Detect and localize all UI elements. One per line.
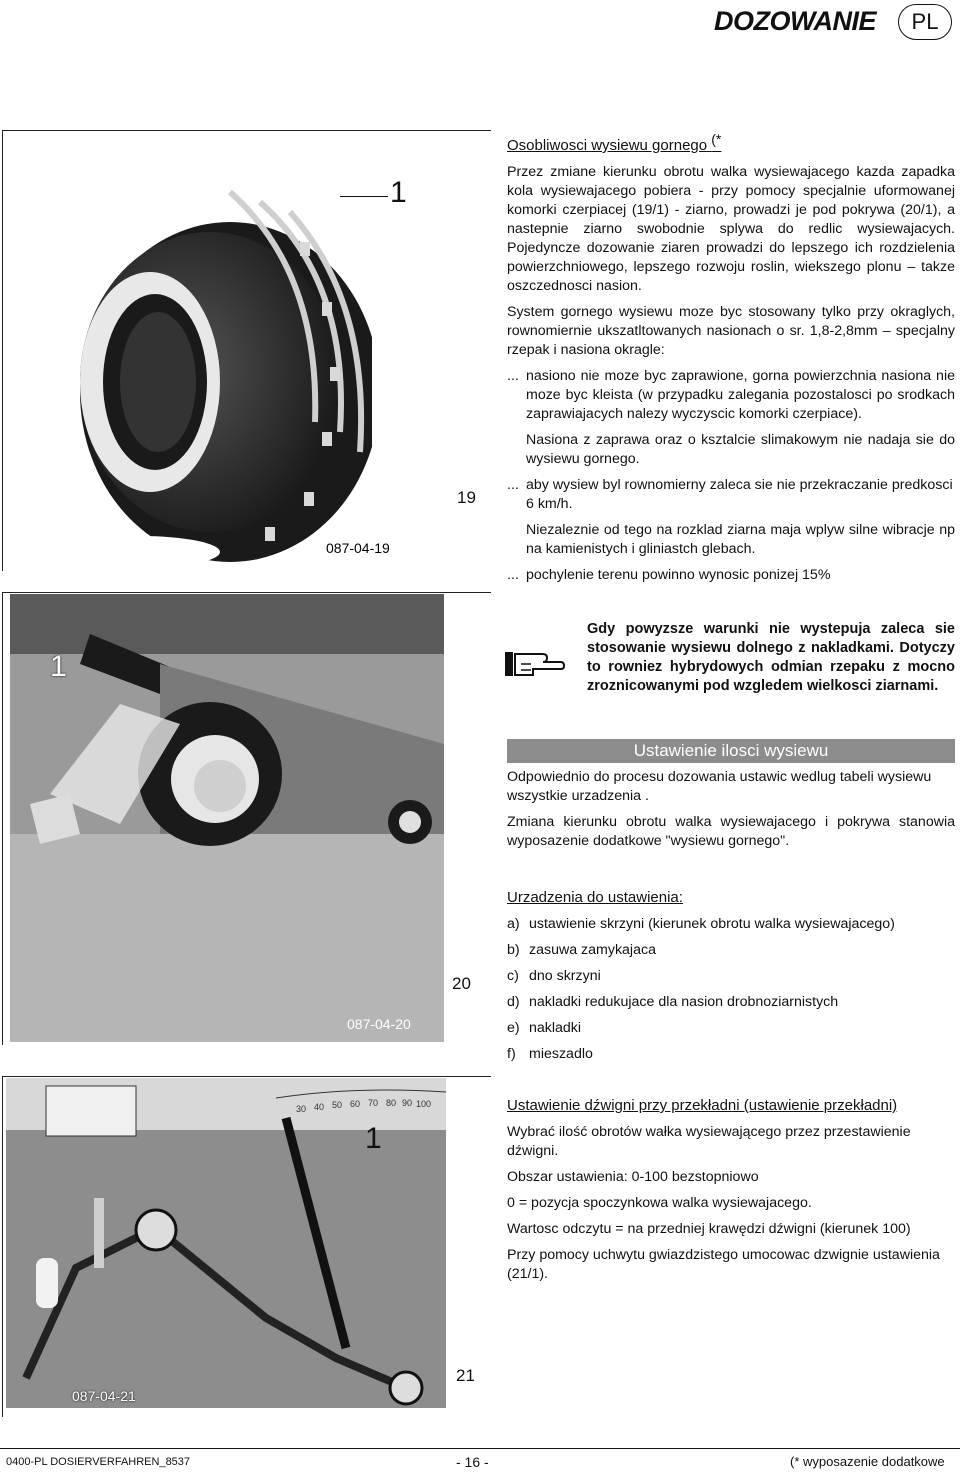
paragraph: Obszar ustawienia: 0-100 bezstopniowo [507, 1169, 759, 1185]
scale-tick: 90 [402, 1098, 413, 1108]
paragraph: 0 = pozycja spoczynkowa walka wysiewajacego. [507, 1195, 812, 1211]
list-item-key: a) [507, 916, 520, 932]
figure-20-number: 20 [452, 974, 471, 993]
bullet-text: aby wysiew byl rownomierny zaleca sie nie przekraczanie predkosci 6 km/h. [526, 477, 953, 512]
figure-20-callout: 1 [50, 650, 67, 683]
page-header-title: DOZOWANIE [714, 6, 876, 36]
bullet-subtext: Niezaleznie od tego na rozklad ziarna maja wplyw silne wibracje np na kamienistych i gliniastch glebach. [526, 522, 955, 557]
figure-21-code: 087-04-21 [72, 1388, 136, 1404]
bullet-marker: ... [507, 567, 519, 583]
bullet-item [507, 476, 955, 521]
section-rate-setting [507, 768, 955, 858]
pointing-hand-svg [503, 640, 565, 680]
paragraph: Przez zmiane kierunku obrotu walka wysiewajacego kazda zapadka kola wysiewajacego pobiera - przy pomocy specjalnie uformowanej komorki czerpiacej (19/1) - ziarno, prowadzi je pod pokrywa (20/1), a nastepnie ziarno swobodnie splywa do redlic wysiewajacych. Pojedyncze dozowanie ziaren prowadzi do lepszego ich rozdzielenia powierzchniowego, lepszego rozwoju roslin, wiekszego plonu – takze oszczednosci nasion. [507, 164, 955, 294]
paragraph: Wartosc odczytu = na przedniej krawędzi dźwigni (kierunek 100) [507, 1221, 911, 1237]
figure-21-number: 21 [456, 1366, 475, 1385]
section-heading: Urzadzenia do ustawienia: [507, 889, 683, 906]
page-number: - 16 - [456, 1454, 489, 1470]
device-list-item [507, 941, 955, 960]
section-banner: Ustawienie ilosci wysiewu [507, 739, 955, 763]
list-item-key: c) [507, 968, 519, 984]
figure-19-callout: 1 [390, 176, 407, 209]
list-item-text: zasuwa zamykajaca [529, 942, 656, 958]
device-list-item [507, 993, 955, 1012]
list-item-text: nakladki redukujace dla nasion drobnoziarnistych [529, 994, 839, 1010]
paragraph: Odpowiednio do procesu dozowania ustawic wedlug tabeli wysiewu wszystkie urzadzenia . [507, 769, 932, 804]
device-list-item [507, 1045, 955, 1064]
scale-tick: 80 [386, 1098, 397, 1108]
bullet-item [507, 367, 955, 431]
scale-tick: 60 [350, 1099, 361, 1109]
language-badge: PL [898, 4, 952, 40]
paragraph: Zmiana kierunku obrotu walka wysiewajacego i pokrywa stanowia wyposazenie dodatkowe "wysiewu gornego". [507, 814, 955, 849]
footer-document-code: 0400-PL DOSIERVERFAHREN_8537 [6, 1456, 191, 1468]
bullet-subtext: Nasiona z zaprawa oraz o ksztalcie slimakowym nie nadaja sie do wysiewu gornego. [526, 432, 955, 467]
pointing-hand-icon [503, 640, 565, 680]
section-heading: Ustawienie dźwigni przy przekładni (ustawienie przekładni) [507, 1097, 898, 1114]
list-item-text: dno skrzyni [529, 968, 601, 984]
footer-optional-note: (* wyposazenie dodatkowe [790, 1454, 945, 1469]
figure-19-number: 19 [457, 488, 476, 507]
list-item-key: f) [507, 1046, 516, 1062]
bullet-text: nasiono nie moze byc zaprawione, gorna powierzchnia nasiona nie moze byc kleista (w przypadku zalegania pozostalosci po srodkach zaprawiajacych nalezy wyczyscic komorki czerpiace). [526, 368, 955, 422]
figure-20-photo [10, 594, 444, 1042]
figure-19-photo [60, 132, 372, 568]
seed-box-illustration [10, 594, 444, 1042]
bullet-marker: ... [507, 368, 519, 384]
device-list-item [507, 967, 955, 986]
list-item-text: mieszadlo [529, 1046, 593, 1062]
scale-tick: 30 [296, 1104, 307, 1114]
paragraph: System gornego wysiewu moze byc stosowany tylko przy okraglych, rownomiernie ukszatltowanych nasionach o sr. 1,8-2,8mm – specjalny rzepak i nasiona okragle: [507, 304, 955, 358]
bullet-item [507, 566, 955, 585]
optional-equipment-mark: (* [711, 131, 722, 147]
scale-tick: 50 [332, 1100, 343, 1110]
section-lever [507, 1096, 955, 1291]
list-item-text: ustawienie skrzyni (kierunek obrotu walka wysiewajacego) [529, 916, 895, 932]
seed-wheel-illustration [60, 132, 372, 568]
figure-19-callout-line [340, 196, 388, 197]
footer-rule [0, 1448, 960, 1449]
scale-tick: 70 [368, 1098, 379, 1108]
section-devices [507, 888, 955, 1071]
device-list-item [507, 1019, 955, 1038]
device-list-item [507, 915, 955, 934]
paragraph: Przy pomocy uchwytu gwiazdzistego umocowac dzwignie ustawienia (21/1). [507, 1247, 940, 1282]
list-item-key: e) [507, 1020, 520, 1036]
device-list [507, 915, 955, 1064]
list-item-key: b) [507, 942, 520, 958]
list-item-text: nakladki [529, 1020, 582, 1036]
figure-20-code: 087-04-20 [347, 1016, 411, 1032]
note-text: Gdy powyzsze warunki nie wystepuja zaleca sie stosowanie wysiewu dolnego z nakladkami. Dotyczy to rowniez hybrydowych odmian rzepaku z mocno zroznicowanymi pod wzgledem wielkosci ziarnami. [587, 621, 955, 694]
scale-tick: 100 [416, 1099, 432, 1109]
section-top-seeding [507, 130, 955, 585]
figure-21-callout: 1 [365, 1122, 382, 1155]
list-item-key: d) [507, 994, 520, 1010]
section-top-seeding-heading-row [507, 130, 955, 155]
paragraph: Wybrać ilość obrotów wałka wysiewającego przez przestawienie dźwigni. [507, 1124, 911, 1159]
bullet-marker: ... [507, 477, 519, 493]
bullet-text: pochylenie terenu powinno wynosic ponizej 15% [526, 567, 831, 583]
section-heading: Osobliwosci wysiewu gornego [507, 137, 708, 154]
figure-19-code: 087-04-19 [326, 540, 390, 556]
scale-tick: 40 [314, 1102, 325, 1112]
